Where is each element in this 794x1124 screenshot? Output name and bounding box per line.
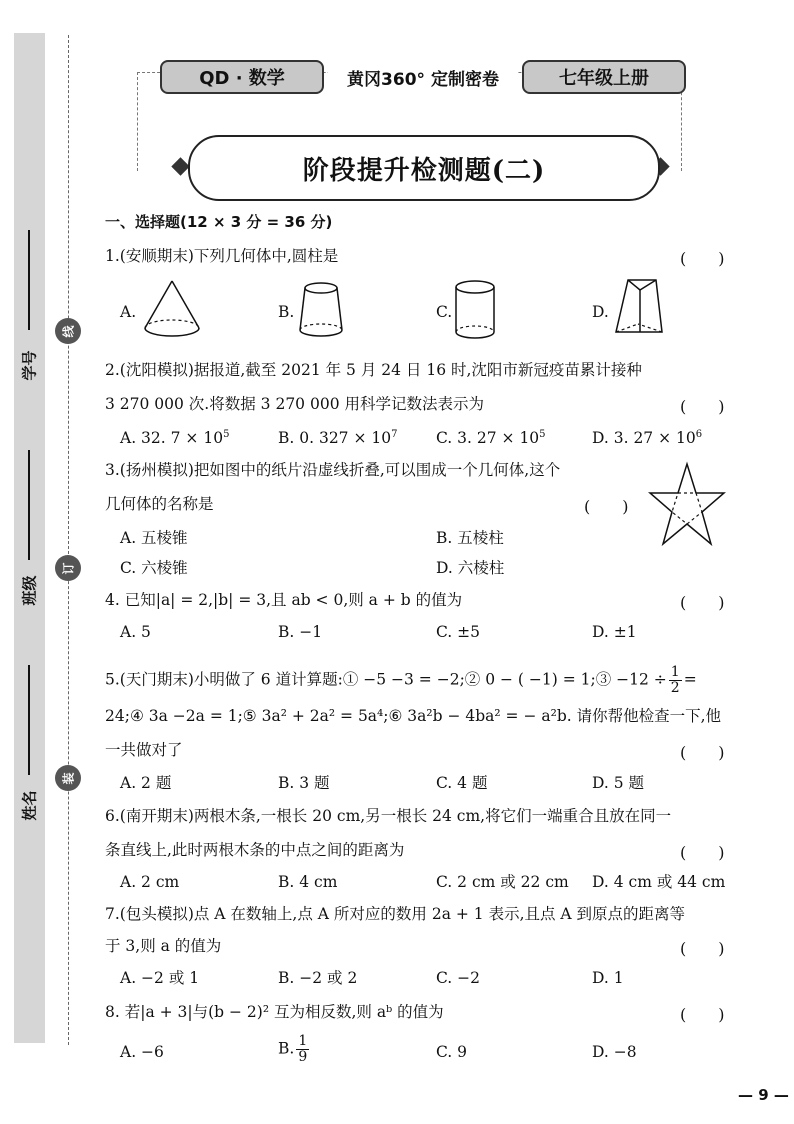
q8-fraction: $\frac{1}{9}$ [298, 1033, 308, 1065]
cut-line [68, 35, 69, 1045]
q4-stem: 4. 已知|a| = 2,|b| = 3,且 ab < 0,则 a + b 的值为 [105, 591, 463, 609]
binder-mark-line: 线 [55, 318, 81, 344]
q1-option-c: C. [436, 303, 453, 321]
q3-option-c: C. 六棱锥 [120, 559, 188, 577]
q1-answer-blank: ( ) [680, 249, 725, 268]
student-no-label: 学号 [20, 349, 39, 381]
class-label: 班级 [20, 574, 39, 606]
q1-option-d: D. [592, 303, 609, 321]
q6-option-b: B. 4 cm [278, 873, 338, 891]
q6-option-a: A. 2 cm [120, 873, 180, 891]
q5-option-c: C. 4 题 [436, 774, 488, 792]
q8-option-c: C. 9 [436, 1043, 468, 1061]
q5-option-b: B. 3 题 [278, 774, 330, 792]
frustum-figure [296, 280, 346, 340]
class-line [28, 450, 30, 560]
q6-line1: 6.(南开期末)两根木条,一根长 20 cm,另一根长 24 cm,将它们一端重合且放在同一 [105, 807, 672, 825]
q6-answer-blank: ( ) [680, 843, 725, 862]
star-net-figure [648, 460, 726, 548]
section-heading: 一、选择题(12 × 3 分 = 36 分) [105, 213, 333, 231]
q5-line2: 24;④ 3a −2a = 1;⑤ 3a² + 2a² = 5a⁴;⑥ 3a²b − 4ba² = − a²b. 请你帮他检查一下,他 [105, 707, 722, 725]
prism-figure [610, 276, 670, 342]
q2-line2: 3 270 000 次.将数据 3 270 000 用科学记数法表示为 [105, 395, 484, 413]
q2-option-a: A. 32. $7 \times 10^5$ [120, 428, 230, 447]
q7-option-d: D. 1 [592, 969, 624, 987]
q8-option-d: D. −8 [592, 1043, 637, 1061]
q2-line1: 2.(沈阳模拟)据报道,截至 2021 年 5 月 24 日 16 时,沈阳市新冠疫苗累计接种 [105, 361, 642, 379]
binder-mark-bind: 订 [55, 555, 81, 581]
q3-answer-blank: ( ) [584, 497, 629, 516]
q1-option-a: A. [120, 303, 137, 321]
q5-answer-blank: ( ) [680, 743, 725, 762]
q7-option-c: C. −2 [436, 969, 481, 987]
q2-option-c: C. 3. $27 \times 10^5$ [436, 428, 546, 447]
q5-line1: 5.(天门期末)小明做了 6 道计算题:① −5 −3 = −2;② 0 − ( −1) = 1;③ −12 ÷ $\frac{1}{2}$ = [105, 664, 697, 696]
q5-line3: 一共做对了 [105, 741, 183, 759]
q7-line2: 于 3,则 a 的值为 [105, 937, 222, 955]
name-label: 姓名 [20, 789, 39, 821]
q1-stem: 1.(安顺期末)下列几何体中,圆柱是 [105, 247, 339, 265]
q6-line2: 条直线上,此时两根木条的中点之间的距离为 [105, 841, 405, 859]
q4-option-d: D. ±1 [592, 623, 637, 641]
q1-option-b: B. [278, 303, 295, 321]
grade-tag: 七年级上册 [522, 60, 686, 94]
page-number: — 9 — [738, 1086, 789, 1104]
q7-option-a: A. −2 或 1 [120, 969, 200, 987]
q2-option-d: D. 3. $27 \times 10^6$ [592, 428, 703, 447]
series-title: 黄冈360° 定制密卷 [328, 62, 518, 92]
q4-option-c: C. ±5 [436, 623, 481, 641]
q8-stem: 8. 若|a + 3|与(b − 2)² 互为相反数,则 aᵇ 的值为 [105, 1003, 444, 1021]
page-title: 阶段提升检测题(二) [188, 135, 660, 201]
q3-option-b: B. 五棱柱 [436, 529, 504, 547]
q5-option-a: A. 2 题 [120, 774, 172, 792]
cylinder-figure [452, 278, 498, 342]
q5-option-d: D. 5 题 [592, 774, 645, 792]
cone-figure [140, 278, 204, 340]
q4-answer-blank: ( ) [680, 593, 725, 612]
name-line [28, 665, 30, 775]
q2-answer-blank: ( ) [680, 397, 725, 416]
q4-option-b: B. −1 [278, 623, 323, 641]
q7-line1: 7.(包头模拟)点 A 在数轴上,点 A 所对应的数用 2a + 1 表示,且点 A 到原点的距离等 [105, 905, 686, 923]
q3-option-d: D. 六棱柱 [436, 559, 505, 577]
q8-answer-blank: ( ) [680, 1005, 725, 1024]
q4-option-a: A. 5 [120, 623, 151, 641]
q6-option-d: D. 4 cm 或 44 cm [592, 873, 726, 891]
q3-line2: 几何体的名称是 [105, 495, 214, 513]
student-no-line [28, 230, 30, 330]
q2-option-b: B. 0. $327 \times 10^7$ [278, 428, 398, 447]
q7-answer-blank: ( ) [680, 939, 725, 958]
q3-option-a: A. 五棱锥 [120, 529, 188, 547]
binding-strip [14, 33, 45, 1043]
q8-option-a: A. −6 [120, 1043, 164, 1061]
q8-option-b: B. $\frac{1}{9}$ [278, 1033, 308, 1065]
binder-mark-seal: 装 [55, 765, 81, 791]
q3-line1: 3.(扬州模拟)把如图中的纸片沿虚线折叠,可以围成一个几何体,这个 [105, 461, 561, 479]
subject-tag: QD · 数学 [160, 60, 324, 94]
q7-option-b: B. −2 或 2 [278, 969, 358, 987]
q5-fraction: $\frac{1}{2}$ [670, 664, 680, 696]
q6-option-c: C. 2 cm 或 22 cm [436, 873, 569, 891]
